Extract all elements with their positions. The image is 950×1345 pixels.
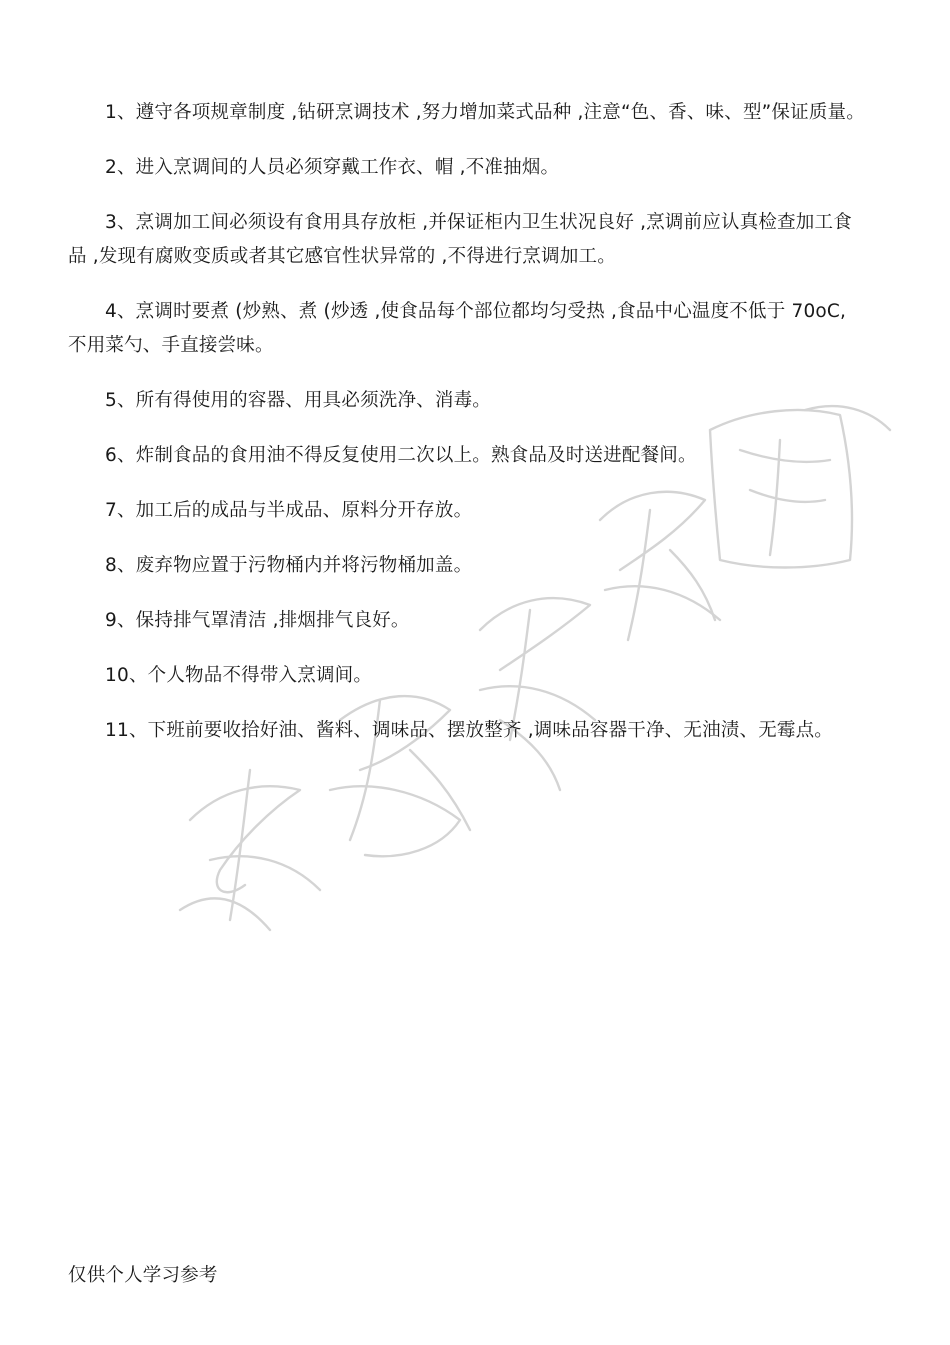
rule-item: 8、废弃物应置于污物桶内并将污物桶加盖。 bbox=[105, 555, 473, 576]
rule-item: 6、炸制食品的食用油不得反复使用二次以上。熟食品及时送进配餐间。 bbox=[105, 445, 697, 466]
rule-item: 10、个人物品不得带入烹调间。 bbox=[105, 665, 373, 686]
rule-item: 3、烹调加工间必须设有食用具存放柜 ,并保证柜内卫生状况良好 ,烹调前应认真检查加工食品 ,发现有腐败变质或者其它感官性状异常的 ,不得进行烹调加工。 bbox=[68, 212, 852, 267]
rule-item: 7、加工后的成品与半成品、原料分开存放。 bbox=[105, 500, 473, 521]
rule-item: 9、保持排气罩清洁 ,排烟排气良好。 bbox=[105, 610, 410, 631]
rules-list bbox=[68, 96, 868, 769]
rule-item: 2、进入烹调间的人员必须穿戴工作衣、帽 ,不准抽烟。 bbox=[105, 157, 560, 178]
rule-item: 5、所有得使用的容器、用具必须洗净、消毒。 bbox=[105, 390, 491, 411]
rule-item: 1、遵守各项规章制度 ,钻研烹调技术 ,努力增加菜式品种 ,注意“色、香、味、型”保证质量。 bbox=[105, 102, 865, 123]
footer-note: 仅供个人学习参考 bbox=[68, 1265, 218, 1286]
rule-item: 4、烹调时要煮 (炒熟、煮 (炒透 ,使食品每个部位都均匀受热 ,食品中心温度不低于 70oC, 不用菜勺、手直接尝味。 bbox=[68, 301, 847, 356]
rule-item: 11、下班前要收拾好油、酱料、调味品、摆放整齐 ,调味品容器干净、无油渍、无霉点。 bbox=[105, 720, 834, 741]
